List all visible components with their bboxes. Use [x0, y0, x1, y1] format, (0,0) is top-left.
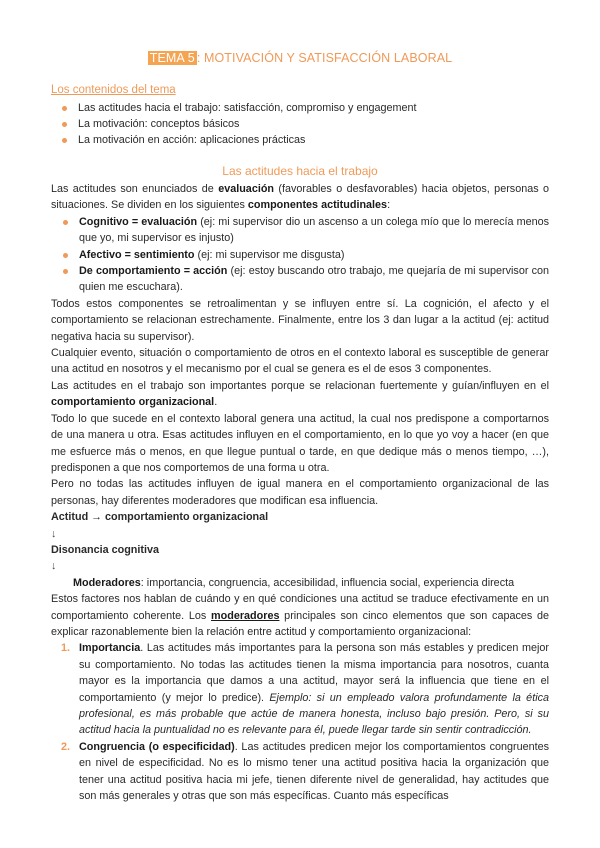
- text-run: (favorables o desfavorables) hacia objetos, personas o situaciones. Se dividen en los siguientes: [51, 183, 549, 212]
- text-run: .: [214, 396, 218, 409]
- example-text: Ejemplo: si un empleado valora profundamente la ética profesional, es más probable que actúe de manera honesta, incluso bajo presión. Pero, si su actitud hacia la puntualidad no es relevante para él, puede llegar tarde sin sentir contradicción.: [79, 691, 549, 737]
- bold-term: Importancia: [79, 642, 141, 655]
- bold-term: Cognitivo = evaluación: [79, 215, 198, 228]
- text-run: Las actitudes en el trabajo son importantes porque se relacionan fuertemente y guían/influyen en el: [51, 379, 549, 392]
- paragraph: [51, 378, 549, 411]
- bold-term: comportamiento organizacional: [51, 396, 215, 409]
- title-text: : MOTIVACIÓN Y SATISFACCIÓN LABORAL: [196, 51, 453, 65]
- bold-term: Afectivo = sentimiento: [79, 248, 195, 261]
- moderators-list: [51, 640, 549, 804]
- text-run: Estos factores nos hablan de cuándo y en qué condiciones una actitud se traduce efectivamente en un comportamiento coherente. Los: [51, 593, 549, 622]
- section-heading: Las actitudes hacia el trabajo: [222, 164, 378, 178]
- diagram-line-dissonance: Disonancia cognitiva: [51, 543, 159, 556]
- bold-term: De comportamiento = acción: [79, 265, 228, 278]
- diagram-line-attitude: Actitud → comportamiento organizacional: [51, 511, 269, 524]
- paragraph: Todos estos componentes se retroalimentan y se influyen entre sí. La cognición, el afecto y el comportamiento se relacionan estrechamente. Finalmente, entre los 3 dan lugar a la actitud (ej: actitud negativa hacia su supervisor).: [51, 297, 549, 343]
- list-number: 1.: [61, 642, 71, 655]
- tema-label: TEMA 5: [149, 51, 195, 65]
- text-run: : importancia, congruencia, accesibilidad, influencia social, experiencia directa: [140, 576, 515, 589]
- list-number: 2.: [61, 740, 71, 753]
- toc-item: Las actitudes hacia el trabajo: satisfacción, compromiso y engagement: [58, 100, 416, 116]
- paragraph: [51, 591, 549, 640]
- text-run: :: [387, 199, 391, 212]
- toc-item: La motivación en acción: aplicaciones prácticas: [58, 132, 416, 148]
- list-item: [59, 739, 549, 805]
- down-arrow-icon: ↓: [51, 527, 57, 540]
- text-run: Las actitudes son enunciados de: [51, 183, 219, 195]
- toc-item: La motivación: conceptos básicos: [58, 116, 416, 132]
- paragraph: Pero no todas las actitudes influyen de igual manera en el comportamiento organizacional de las personas, hay diferentes moderadores que modifican esa influencia.: [51, 478, 549, 507]
- bold-term: Moderadores: [73, 576, 141, 589]
- moderators-line: [51, 575, 549, 591]
- list-item: [59, 214, 549, 247]
- text-run: (ej: estoy buscando otro trabajo, me quejaría de mi supervisor con quien me escuchara).: [79, 265, 549, 294]
- bold-term: evaluación: [218, 183, 275, 195]
- text-run: . Las actitudes predicen mejor los comportamientos congruentes en nivel de especificidad. No es lo mismo tener una actitud positiva hacia la organización que tener una actitud positiva hacia mi jefe, tienen diferente nivel de generalidad, hay actitudes que son más generales y otras que son más específicas. Cuanto más específicas: [79, 740, 549, 803]
- toc-list: [58, 100, 416, 148]
- list-item: [59, 247, 549, 263]
- bold-term: componentes actitudinales: [247, 199, 388, 212]
- paragraph: [51, 181, 549, 214]
- page-title: [0, 51, 600, 65]
- paragraph: Todo lo que sucede en el contexto laboral genera una actitud, la cual nos predispone a comportarnos de una manera u otra. Esas actitudes influyen en el comportamiento, en lo que yo voy a hacer (en que me esfuerce más o menos, en que llegue puntual o tarde, en que dedique más o menos tiempo, …), predisponen a que nos comportemos de una forma u otra.: [51, 412, 549, 474]
- section-body: [51, 181, 549, 804]
- text-run: (ej: mi supervisor dio un ascenso a un colega mío que lo merecía menos que yo, mi supervisor es injusto): [79, 215, 549, 245]
- list-item: [59, 640, 549, 738]
- text-run: (ej: mi supervisor me disgusta): [194, 248, 345, 261]
- toc-heading: Los contenidos del tema: [51, 84, 176, 96]
- text-run: . Las actitudes más importantes para la persona son más estables y predicen mejor su comportamiento. No todas las actitudes tienen la misma importancia para nosotros, cuanta mayor es la importancia que damos a una actitud, mayor será la influencia que tiene en el comportamiento (y mejor lo predice).: [79, 642, 549, 704]
- bold-term: moderadores: [211, 609, 280, 622]
- components-list: [51, 214, 549, 296]
- bold-term: Congruencia (o especificidad): [79, 740, 235, 753]
- down-arrow-icon: ↓: [51, 560, 57, 573]
- text-run: principales son cinco elementos que son capaces de explicar razonablemente bien la relación entre actitud y comportamiento organizacional:: [51, 609, 549, 638]
- list-item: [59, 263, 549, 296]
- paragraph: Cualquier evento, situación o comportamiento de otros en el contexto laboral es susceptible de generar una actitud en nosotros y el mecanismo por el cual se genera es el de esos 3 componentes.: [51, 347, 549, 376]
